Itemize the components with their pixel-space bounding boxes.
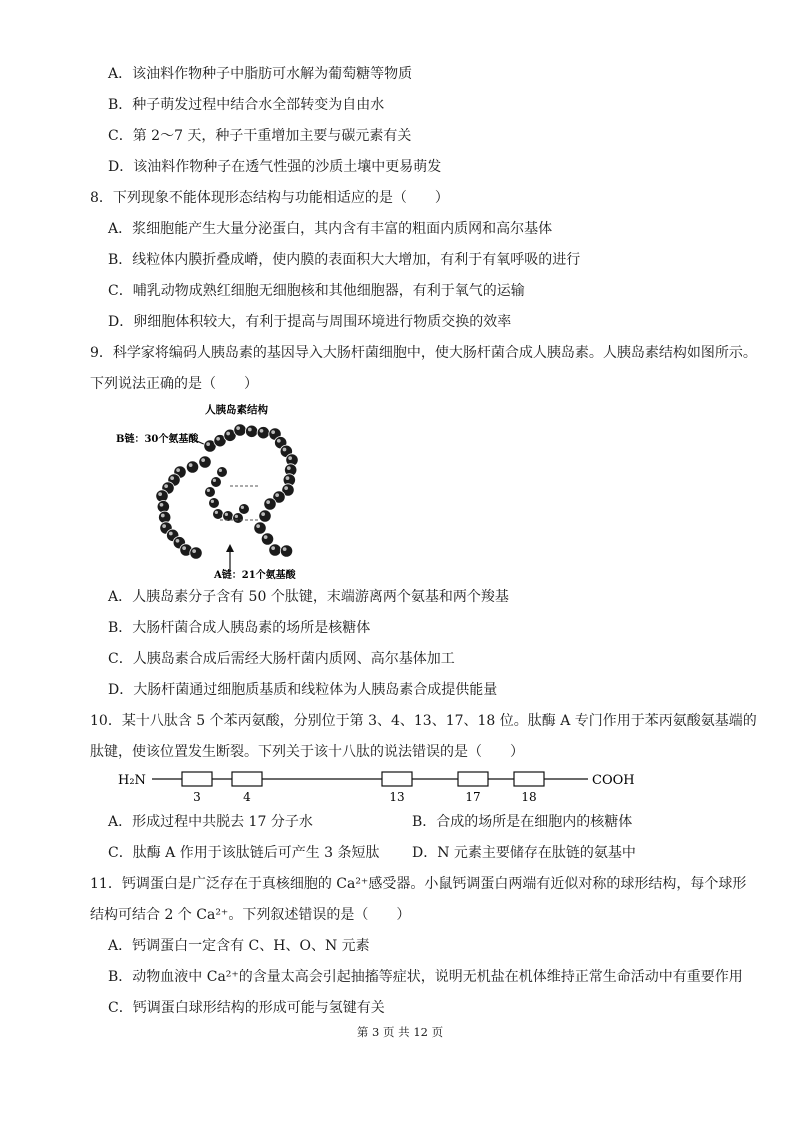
bead-highlight	[215, 511, 218, 514]
bead-highlight	[170, 476, 174, 480]
residue-box	[232, 772, 262, 786]
peptide-amino-end: H₂N	[118, 773, 146, 788]
bead-highlight	[162, 524, 166, 528]
bead-highlight	[271, 430, 275, 434]
bead-highlight	[206, 442, 210, 446]
residue-box	[182, 772, 212, 786]
q8-option-c: C．哺乳动物成熟红细胞无细胞核和其他细胞器，有利于氧气的运输	[108, 283, 525, 299]
q9-stem-line1: 9．科学家将编码人胰岛素的基因导入大肠杆菌细胞中，使大肠杆菌合成人胰岛素。人胰岛素结构如图所示。	[90, 345, 757, 361]
bead-highlight	[248, 428, 252, 432]
bead-highlight	[189, 463, 193, 467]
bead-highlight	[277, 439, 281, 443]
a-chain-inner-bead	[239, 504, 250, 515]
residue-position-label: 13	[389, 790, 405, 804]
q8-option-a: A．浆细胞能产生大量分泌蛋白，其内含有丰富的粗面内质网和高尔基体	[108, 221, 553, 237]
q8-option-d: D．卵细胞体积较大，有利于提高与周围环境进行物质交换的效率	[108, 314, 512, 330]
bead-highlight	[275, 493, 279, 497]
q11-stem-line1: 11．钙调蛋白是广泛存在于真核细胞的 Ca²⁺感受器。小鼠钙调蛋白两端有近似对称的球形结构，每个球形	[90, 876, 747, 892]
q10-stem-line2: 肽键，使该位置发生断裂。下列关于该十八肽的说法错误的是（ ）	[90, 744, 524, 760]
bead-highlight	[283, 547, 287, 551]
bead-highlight	[226, 432, 230, 436]
q9-option-b: B．大肠杆菌合成人胰岛素的场所是核糖体	[108, 620, 371, 636]
peptide-carboxyl-end: COOH	[592, 773, 635, 788]
bead-highlight	[225, 513, 228, 516]
q7-option-d: D．该油料作物种子在透气性强的沙质土壤中更易萌发	[108, 159, 442, 175]
page-footer: 第 3 页 共 12 页	[356, 1025, 444, 1039]
q11-option-b: B．动物血液中 Ca²⁺的含量太高会引起抽搐等症状，说明无机盐在机体维持正常生命活动中有重要作用	[108, 969, 743, 985]
insulin-structure-figure	[110, 400, 350, 580]
bead-highlight	[241, 506, 244, 509]
bead-highlight	[176, 539, 180, 543]
a-chain-label: A链：21个氨基酸	[214, 570, 296, 580]
b-chain-bead	[245, 425, 257, 437]
q11-option-a: A．钙调蛋白一定含有 C、H、O、N 元素	[108, 938, 370, 954]
q10-option-b: B．合成的场所是在细胞内的核糖体	[412, 814, 633, 830]
a-chain-inner-bead	[205, 487, 216, 498]
phenylalanine-residues	[182, 772, 544, 804]
bead-highlight	[256, 524, 260, 528]
b-chain-bead	[259, 510, 271, 522]
a-chain-inner-bead	[217, 467, 228, 478]
bead-highlight	[219, 469, 222, 472]
q7-option-a: A．该油料作物种子中脂肪可水解为葡萄糖等物质	[108, 66, 413, 82]
bead-highlight	[283, 448, 287, 452]
a-chain-bead	[186, 461, 198, 473]
q9-stem-line2: 下列说法正确的是（ ）	[90, 376, 258, 392]
q10-stem-line1: 10．某十八肽含 5 个苯丙氨酸，分别位于第 3、4、13、17、18 位。肽酶 A 专门作用于苯丙氨酸氨基端的	[90, 713, 757, 729]
bead-highlight	[169, 532, 173, 536]
bead-highlight	[213, 479, 216, 482]
b-chain-bead	[280, 545, 292, 557]
bead-highlight	[261, 512, 265, 516]
residue-position-label: 18	[521, 790, 537, 804]
insulin-figure-title: 人胰岛素结构	[205, 404, 268, 416]
a-chain-inner-bead	[213, 509, 224, 520]
q11-option-c: C．钙调蛋白球形结构的形成可能与氢键有关	[108, 1000, 385, 1016]
q10-option-a: A．形成过程中共脱去 17 分子水	[108, 814, 313, 830]
bead-highlight	[236, 426, 240, 430]
a-chain-inner-bead	[209, 498, 220, 509]
residue-position-label: 4	[243, 790, 251, 804]
residue-position-label: 17	[465, 790, 481, 804]
bead-highlight	[160, 503, 164, 507]
b-chain-bead	[261, 533, 273, 545]
b-chain-bead	[254, 522, 266, 534]
q9-option-a: A．人胰岛素分子含有 50 个肽键，末端游离两个氨基和两个羧基	[108, 589, 509, 605]
q11-stem-line2: 结构可结合 2 个 Ca²⁺。下列叙述错误的是（ ）	[90, 907, 411, 923]
b-chain-label: B链：30个氨基酸	[116, 434, 199, 445]
bead-highlight	[192, 549, 196, 553]
bead-highlight	[164, 484, 168, 488]
bead-highlight	[284, 486, 288, 490]
bead-highlight	[264, 535, 268, 539]
bead-highlight	[158, 492, 162, 496]
a-chain-inner-bead	[211, 477, 222, 488]
bead-highlight	[271, 546, 275, 550]
bead-highlight	[211, 500, 214, 503]
q7-option-c: C．第 2～7 天，种子干重增加主要与碳元素有关	[108, 128, 412, 144]
b-chain-bead	[269, 544, 281, 556]
bead-highlight	[260, 429, 264, 433]
bead-highlight	[266, 500, 270, 504]
bead-highlight	[176, 468, 180, 472]
residue-box	[458, 772, 488, 786]
residue-position-label: 3	[193, 790, 201, 804]
bead-highlight	[286, 476, 290, 480]
bead-highlight	[201, 458, 205, 462]
residue-box	[382, 772, 412, 786]
bead-highlight	[182, 546, 186, 550]
q10-option-d: D．N 元素主要储存在肽链的氨基中	[412, 845, 636, 861]
arrow-up-icon	[226, 544, 234, 572]
peptide-chain-figure	[110, 768, 670, 806]
b-chain-bead	[264, 498, 276, 510]
bead-highlight	[235, 515, 238, 518]
q7-option-b: B．种子萌发过程中结合水全部转变为自由水	[108, 97, 385, 113]
bead-highlight	[216, 437, 220, 441]
a-chain-bead	[199, 456, 211, 468]
b-chain-bead	[257, 426, 269, 438]
q8-option-b: B．线粒体内膜折叠成嵴，使内膜的表面积大大增加，有利于有氧呼吸的进行	[108, 252, 581, 268]
bead-highlight	[207, 489, 210, 492]
bead-highlight	[161, 514, 165, 518]
residue-box	[514, 772, 544, 786]
q9-option-d: D．大肠杆菌通过细胞质基质和线粒体为人胰岛素合成提供能量	[108, 682, 498, 698]
bead-highlight	[288, 456, 292, 460]
a-chain-bead	[190, 547, 202, 559]
bead-highlight	[287, 466, 291, 470]
q8-stem: 8．下列现象不能体现形态结构与功能相适应的是（ ）	[90, 190, 449, 206]
q9-option-c: C．人胰岛素合成后需经大肠杆菌内质网、高尔基体加工	[108, 651, 455, 667]
b-chain-bead	[234, 424, 246, 436]
q10-option-c: C．肽酶 A 作用于该肽链后可产生 3 条短肽	[108, 845, 380, 861]
